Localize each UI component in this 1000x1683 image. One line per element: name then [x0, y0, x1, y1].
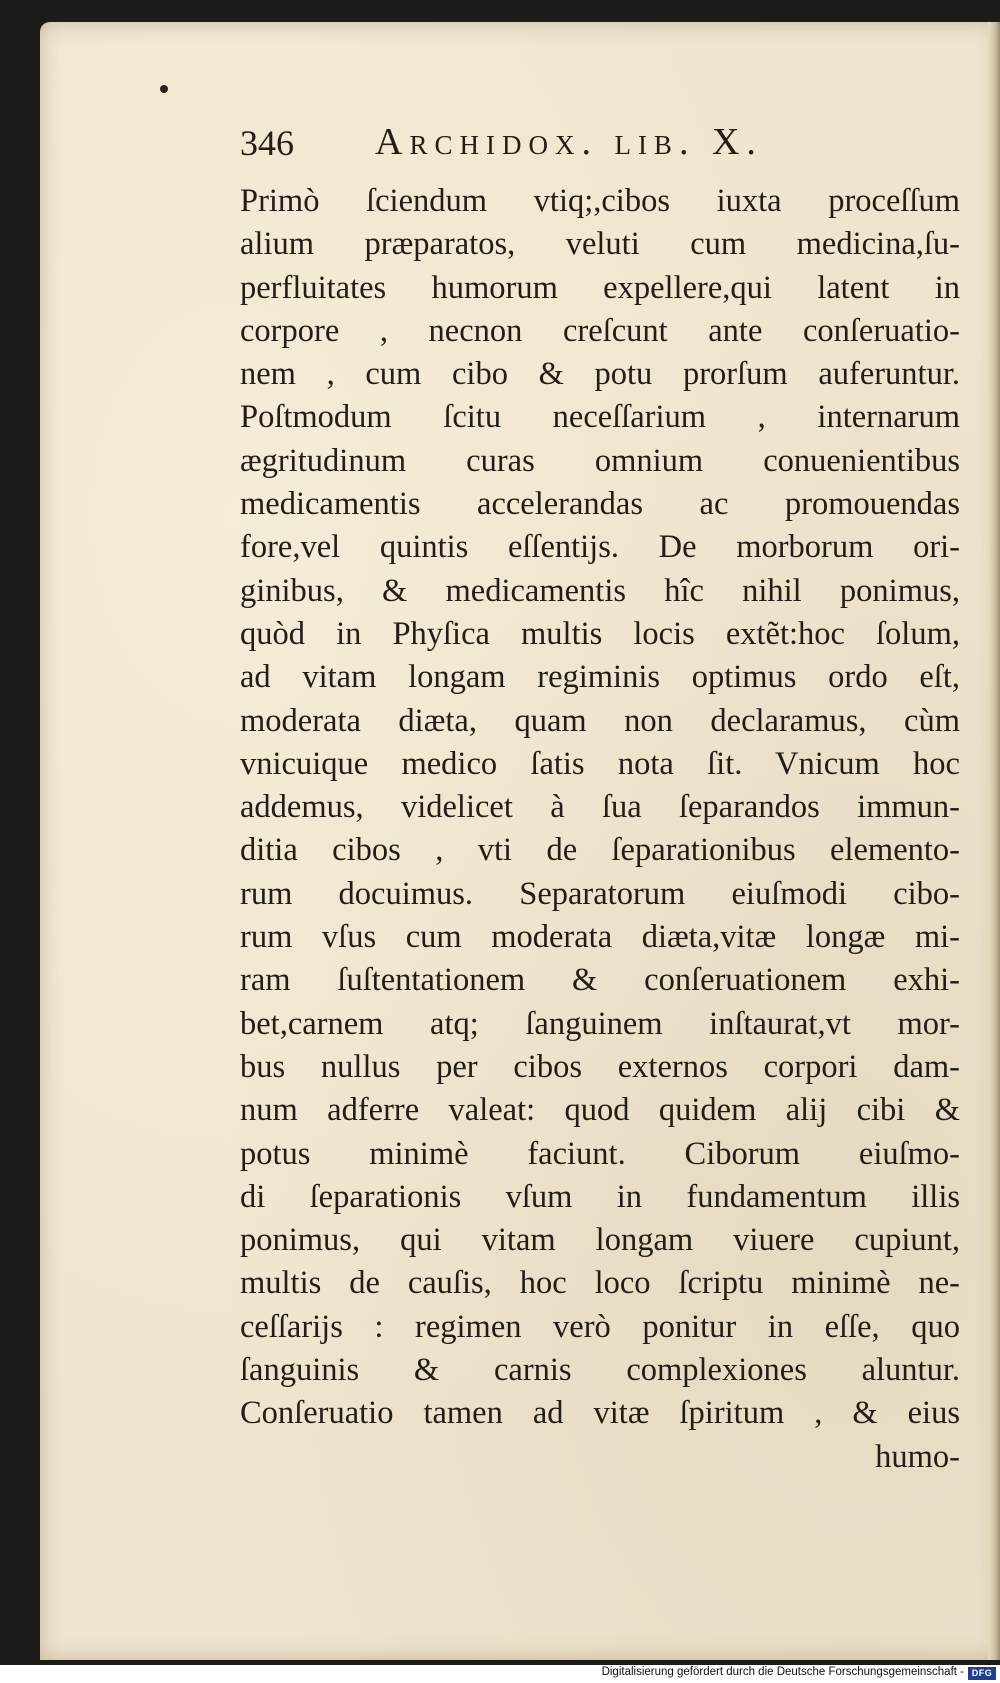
text-line: num adferre valeat: quod quidem alij cibi &	[240, 1092, 960, 1129]
text-line: rum vſus cum moderata diæta,vitæ longæ mi-	[240, 919, 960, 956]
text-line: ægritudinum curas omnium conuenientibus	[240, 442, 960, 479]
page-edge	[988, 22, 1000, 1660]
catchword: humo-	[875, 1438, 960, 1475]
text-line: multis de cauſis, hoc loco ſcriptu minimè ne-	[240, 1265, 960, 1302]
dfg-logo: DFG	[968, 1667, 996, 1680]
text-line: moderata diæta, quam non declaramus, cùm	[240, 702, 960, 739]
page-header	[240, 118, 860, 170]
text-line: di ſeparationis vſum in fundamentum illis	[240, 1178, 960, 1215]
text-line: vnicuique medico ſatis nota ſit. Vnicum hoc	[240, 745, 960, 782]
text-line: ſanguinis & carnis complexiones aluntur.	[240, 1352, 960, 1389]
text-line: alium præparatos, veluti cum medicina,ſu-	[240, 226, 960, 263]
text-line: ram ſuſtentationem & conſeruationem exhi-	[240, 962, 960, 999]
text-line: bet,carnem atq; ſanguinem inſtaurat,vt mor-	[240, 1005, 960, 1042]
text-line: ad vitam longam regiminis optimus ordo eſt,	[240, 659, 960, 696]
funding-credit: Digitalisierung gefördert durch die Deutsche Forschungsgemeinschaft -	[601, 1666, 964, 1678]
footer-bar	[0, 1665, 1000, 1683]
text-line: Primò ſciendum vtiq;,cibos iuxta proceſſum	[240, 183, 960, 219]
ink-spot	[160, 85, 168, 93]
text-line: addemus, videlicet à ſua ſeparandos immun-	[240, 789, 960, 826]
text-line: ginibus, & medicamentis hîc nihil ponimus,	[240, 572, 960, 609]
body-text	[240, 180, 960, 1479]
text-line: potus minimè faciunt. Ciborum eiuſmo-	[240, 1135, 960, 1172]
text-line: Conſeruatio tamen ad vitæ ſpiritum , & eius	[240, 1395, 960, 1432]
text-line: nem , cum cibo & potu prorſum auferuntur.	[240, 356, 960, 393]
text-line: fore,vel quintis eſſentijs. De morborum ori-	[240, 529, 960, 566]
text-line: perfluitates humorum expellere,qui latent in	[240, 269, 960, 306]
text-line: rum docuimus. Separatorum eiuſmodi cibo-	[240, 875, 960, 912]
text-line: ditia cibos , vti de ſeparationibus elemento-	[240, 832, 960, 869]
text-line: quòd in Phyſica multis locis extẽt:hoc ſolum,	[240, 615, 960, 652]
text-line: bus nullus per cibos externos corpori dam-	[240, 1048, 960, 1085]
text-line: corpore , necnon creſcunt ante conſeruatio-	[240, 312, 960, 349]
text-line: medicamentis accelerandas ac promouendas	[240, 486, 960, 523]
text-line: ceſſarijs : regimen verò ponitur in eſſe, quo	[240, 1308, 960, 1345]
text-line: ponimus, qui vitam longam viuere cupiunt,	[240, 1222, 960, 1259]
text-line: Poſtmodum ſcitu neceſſarium , internarum	[240, 399, 960, 436]
running-head: Archidox. lib. X.	[375, 121, 763, 163]
page-number: 346	[240, 123, 294, 163]
